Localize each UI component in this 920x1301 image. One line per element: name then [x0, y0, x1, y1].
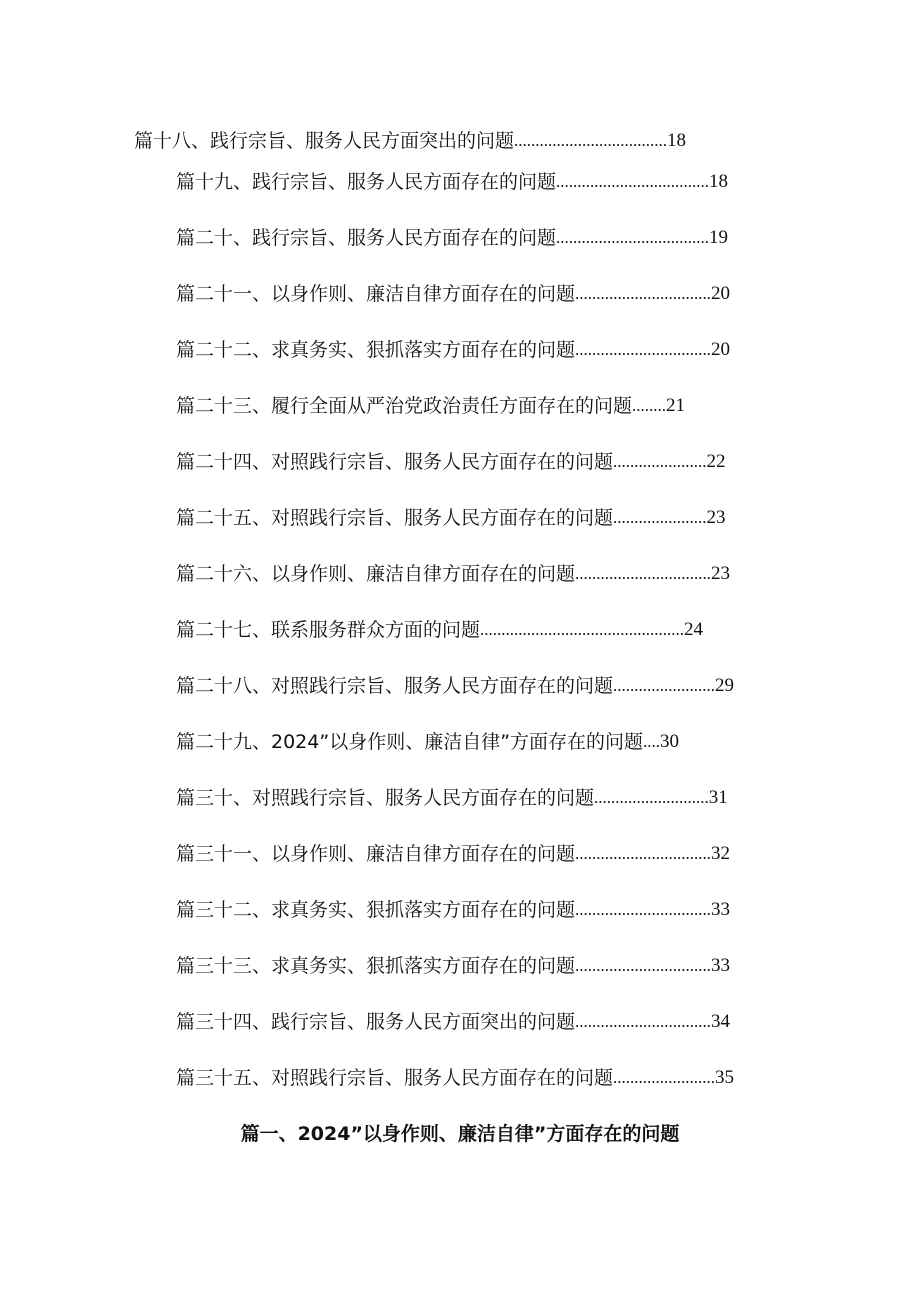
- toc-page-number: 32: [711, 843, 731, 864]
- toc-leader-dots: ....................................: [514, 131, 668, 150]
- toc-page-number: 33: [711, 955, 731, 976]
- toc-entry[interactable]: [176, 391, 685, 421]
- toc-entry-label: 篇三十三、求真务实、狠抓落实方面存在的问题: [176, 955, 576, 977]
- toc-leader-dots: ................................: [575, 900, 712, 919]
- toc-entry-label: 篇二十、践行宗旨、服务人民方面存在的问题: [176, 227, 557, 249]
- toc-page-number: 18: [667, 130, 687, 151]
- toc-page-number: 18: [709, 171, 729, 192]
- toc-leader-dots: ................................: [575, 340, 712, 359]
- toc-page-number: 33: [711, 899, 731, 920]
- toc-leader-dots: ........................: [613, 676, 716, 695]
- toc-leader-dots: ................................: [575, 844, 712, 863]
- toc-leader-dots: ................................: [575, 956, 712, 975]
- toc-leader-dots: ....................................: [556, 172, 710, 191]
- toc-page-number: 35: [715, 1067, 735, 1088]
- toc-entry-label: 篇二十七、联系服务群众方面的问题: [176, 619, 481, 641]
- toc-entry-label: 篇十九、践行宗旨、服务人民方面存在的问题: [176, 171, 557, 193]
- toc-entry-label: 篇二十八、对照践行宗旨、服务人民方面存在的问题: [176, 675, 614, 697]
- toc-entry[interactable]: [176, 167, 728, 197]
- toc-entry-label: 篇三十五、对照践行宗旨、服务人民方面存在的问题: [176, 1067, 614, 1089]
- toc-leader-dots: ........................: [613, 1068, 716, 1087]
- toc-entry-label: 篇二十四、对照践行宗旨、服务人民方面存在的问题: [176, 451, 614, 473]
- toc-entry-label: 篇二十一、以身作则、廉洁自律方面存在的问题: [176, 283, 576, 305]
- toc-page-number: 29: [715, 675, 735, 696]
- toc-entry-label: 篇二十九、2024”以身作则、廉洁自律”方面存在的问题: [176, 731, 644, 753]
- toc-leader-dots: ................................: [575, 284, 712, 303]
- toc-leader-dots: ................................: [575, 564, 712, 583]
- toc-entry[interactable]: [176, 727, 679, 757]
- toc-entry[interactable]: [176, 279, 730, 309]
- toc-entry-label: 篇二十二、求真务实、狠抓落实方面存在的问题: [176, 339, 576, 361]
- toc-page-number: 20: [711, 339, 731, 360]
- toc-entry-label: 篇二十六、以身作则、廉洁自律方面存在的问题: [176, 563, 576, 585]
- toc-page-number: 34: [711, 1011, 731, 1032]
- toc-entry-label: 篇二十三、履行全面从严治党政治责任方面存在的问题: [176, 395, 633, 417]
- toc-entry[interactable]: [176, 559, 730, 589]
- toc-leader-dots: ....: [643, 732, 661, 751]
- toc-entry[interactable]: [176, 895, 730, 925]
- toc-entry-label: 篇二十五、对照践行宗旨、服务人民方面存在的问题: [176, 507, 614, 529]
- toc-entry[interactable]: [176, 335, 730, 365]
- toc-leader-dots: ....................................: [556, 228, 710, 247]
- toc-page-number: 23: [706, 507, 726, 528]
- toc-leader-dots: ......................: [613, 452, 707, 471]
- section-heading: 篇一、2024”以身作则、廉洁自律”方面存在的问题: [240, 1123, 680, 1145]
- toc-entry-label: 篇三十、对照践行宗旨、服务人民方面存在的问题: [176, 787, 595, 809]
- toc-leader-dots: ................................: [575, 1012, 712, 1031]
- toc-entry[interactable]: [176, 783, 728, 813]
- toc-page-number: 23: [711, 563, 731, 584]
- toc-entry[interactable]: [176, 503, 726, 533]
- toc-leader-dots: ................................................: [480, 620, 685, 639]
- toc-page-number: 30: [660, 731, 680, 752]
- toc-page-number: 22: [706, 451, 726, 472]
- toc-page-number: 31: [708, 787, 728, 808]
- toc-entry[interactable]: [176, 1063, 734, 1093]
- toc-entry-label: 篇十八、践行宗旨、服务人民方面突出的问题: [134, 130, 515, 152]
- toc-page-number: 24: [684, 619, 704, 640]
- toc-entry-label: 篇三十一、以身作则、廉洁自律方面存在的问题: [176, 843, 576, 865]
- toc-page-number: 21: [666, 395, 686, 416]
- toc-entry[interactable]: [176, 1007, 730, 1037]
- toc-entry[interactable]: [134, 126, 686, 156]
- toc-page-number: 20: [711, 283, 731, 304]
- toc-entry-label: 篇三十四、践行宗旨、服务人民方面突出的问题: [176, 1011, 576, 1033]
- toc-leader-dots: ........: [632, 396, 667, 415]
- toc-entry[interactable]: [176, 615, 703, 645]
- toc-entry[interactable]: [176, 951, 730, 981]
- toc-leader-dots: ...........................: [594, 788, 709, 807]
- toc-entry-label: 篇三十二、求真务实、狠抓落实方面存在的问题: [176, 899, 576, 921]
- toc-page-number: 19: [709, 227, 729, 248]
- toc-entry[interactable]: [176, 223, 728, 253]
- toc-entry[interactable]: [176, 671, 734, 701]
- toc-leader-dots: ......................: [613, 508, 707, 527]
- toc-entry[interactable]: [176, 839, 730, 869]
- toc-entry[interactable]: [176, 447, 726, 477]
